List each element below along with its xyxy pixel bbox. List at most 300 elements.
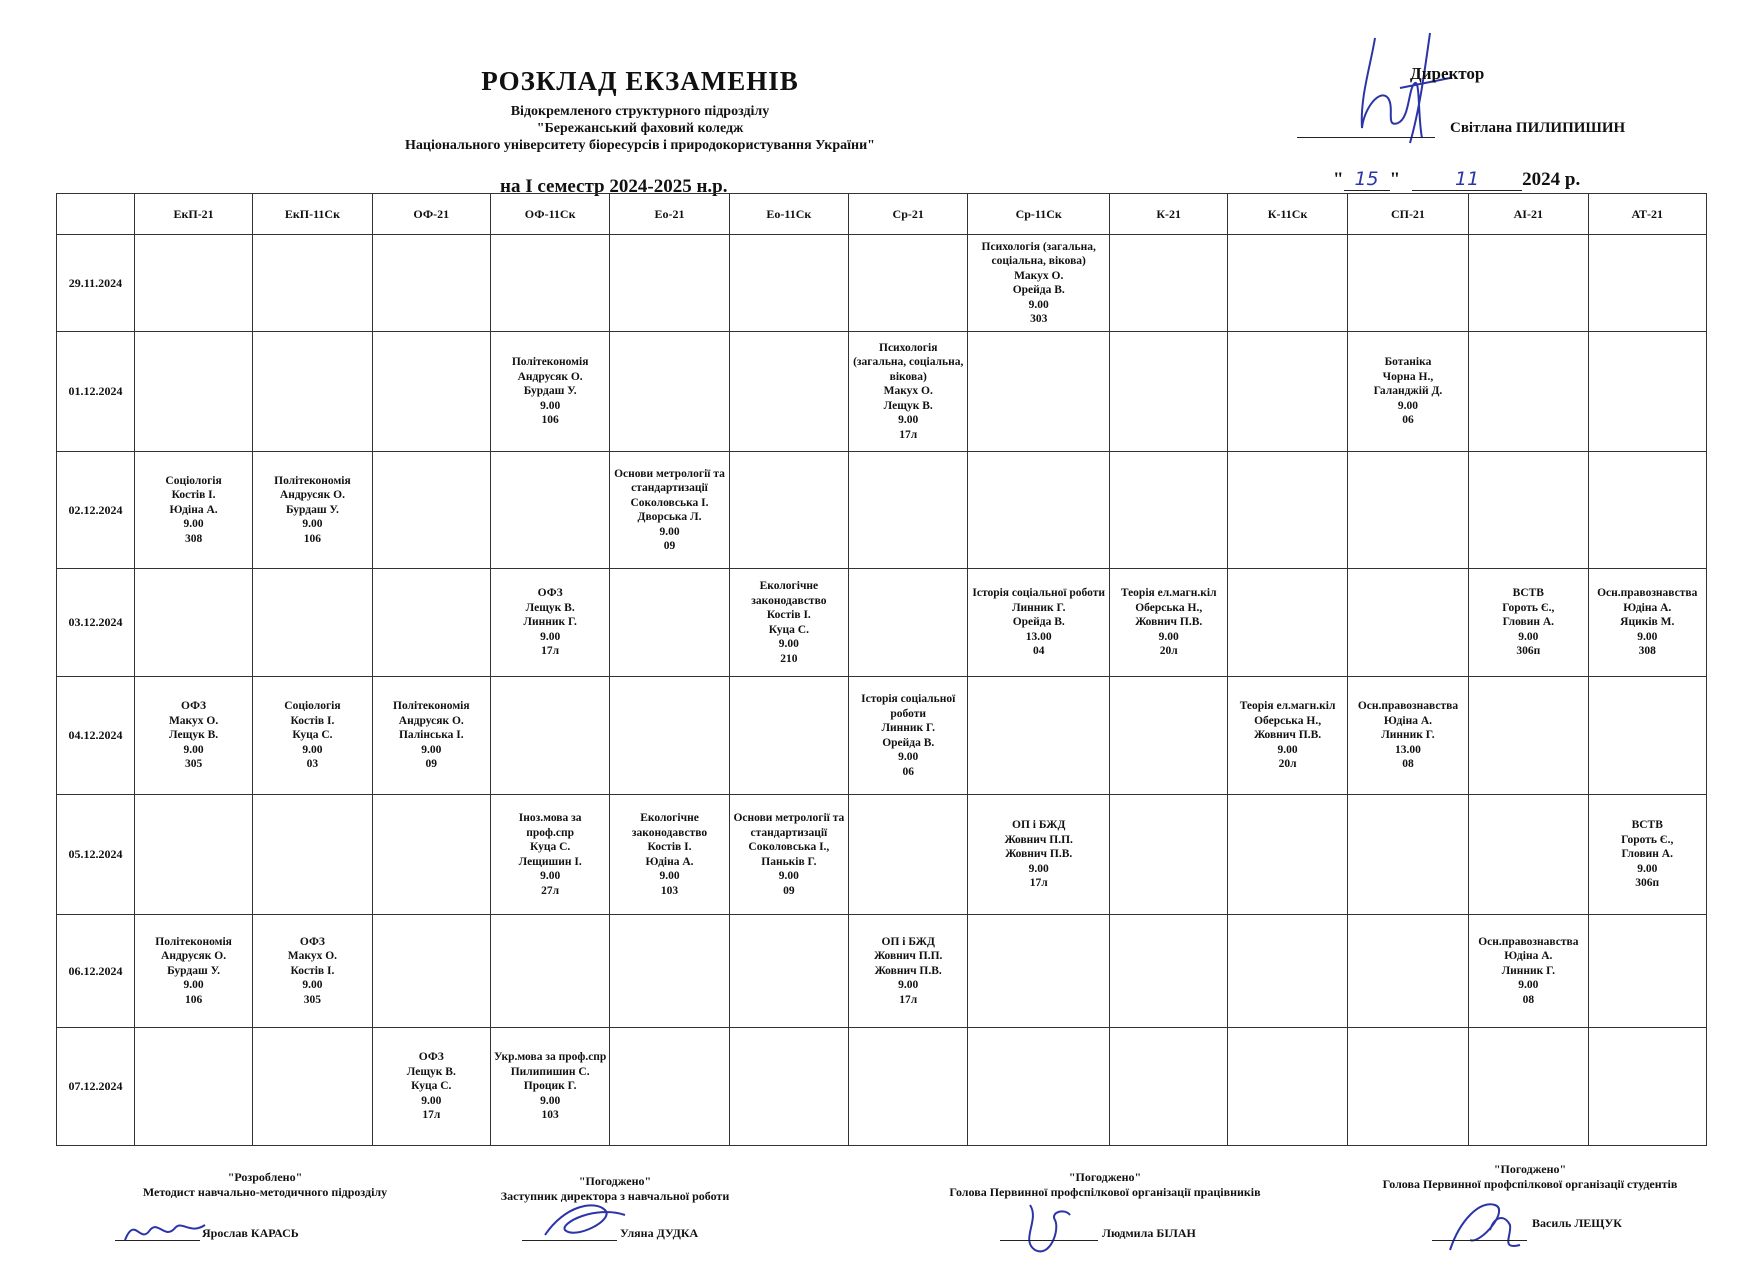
footer-signature-4 bbox=[1375, 1162, 1685, 1192]
column-header-group: АІ-21 bbox=[1469, 194, 1588, 235]
examiner-2: Гловин А. bbox=[1621, 848, 1673, 861]
examiner-1: Линник Г. bbox=[1011, 601, 1066, 614]
exam-subject: Соціологія bbox=[165, 474, 222, 487]
table-row bbox=[57, 677, 1707, 795]
exam-cell bbox=[134, 915, 252, 1028]
empty-cell bbox=[253, 235, 372, 332]
exam-subject: ВСТВ bbox=[1512, 587, 1544, 600]
exam-cell bbox=[968, 235, 1110, 332]
exam-room: 08 bbox=[1402, 758, 1414, 771]
exam-room: 306п bbox=[1516, 645, 1541, 658]
empty-cell bbox=[372, 569, 490, 677]
exam-room: 03 bbox=[306, 758, 319, 771]
empty-cell bbox=[610, 677, 729, 795]
footer-role: Голова Первинної профспілкової організації працівників bbox=[949, 1185, 1261, 1199]
empty-cell bbox=[1347, 1028, 1468, 1146]
footer-name-3: Людмила БІЛАН bbox=[1102, 1226, 1196, 1240]
empty-cell bbox=[1228, 452, 1347, 569]
exam-cell bbox=[372, 1028, 490, 1146]
signature-scribble-4 bbox=[1440, 1190, 1530, 1260]
exam-room: 09 bbox=[783, 884, 795, 897]
examiner-1: Андрусяк О. bbox=[517, 370, 583, 383]
examiner-1: Гороть Є., bbox=[1502, 601, 1555, 614]
exam-subject: Соціологія bbox=[284, 700, 341, 713]
column-header-group: ЕкП-11Ск bbox=[253, 194, 372, 235]
examiner-1: Юдіна А. bbox=[1623, 601, 1672, 614]
exam-cell bbox=[1469, 915, 1588, 1028]
exam-room: 305 bbox=[184, 758, 203, 771]
approval-month: 11 bbox=[1412, 168, 1522, 191]
empty-cell bbox=[1469, 235, 1588, 332]
examiner-2: Паньків Г. bbox=[761, 855, 817, 868]
exam-time: 9.00 bbox=[898, 414, 919, 427]
empty-cell bbox=[729, 677, 848, 795]
examiner-1: Костів І. bbox=[171, 489, 216, 502]
empty-cell bbox=[968, 1028, 1110, 1146]
empty-cell bbox=[1469, 452, 1588, 569]
examiner-1: Андрусяк О. bbox=[398, 714, 464, 727]
examiner-1: Жовнич П.П. bbox=[874, 950, 943, 963]
empty-cell bbox=[610, 915, 729, 1028]
exam-cell bbox=[490, 795, 609, 915]
empty-cell bbox=[1588, 1028, 1707, 1146]
column-header-group: ОФ-21 bbox=[372, 194, 490, 235]
examiner-2: Жовнич П.В. bbox=[1253, 729, 1322, 742]
date-quote-close: " bbox=[1389, 169, 1401, 190]
exam-room: 08 bbox=[1522, 993, 1535, 1006]
empty-cell bbox=[253, 569, 372, 677]
exam-subject: ОП і БЖД bbox=[1012, 819, 1066, 832]
exam-cell bbox=[490, 569, 609, 677]
empty-cell bbox=[1469, 795, 1588, 915]
empty-cell bbox=[968, 915, 1110, 1028]
empty-cell bbox=[1228, 235, 1347, 332]
empty-cell bbox=[490, 677, 609, 795]
empty-cell bbox=[1228, 915, 1347, 1028]
exam-subject: Укр.мова за проф.спр bbox=[493, 1051, 607, 1064]
approval-name: Світлана ПИЛИПИШИН bbox=[1450, 120, 1626, 136]
empty-cell bbox=[134, 569, 252, 677]
column-header-group: К-21 bbox=[1110, 194, 1228, 235]
footer-status: "Погоджено" bbox=[1493, 1162, 1567, 1176]
examiner-1: Макух О. bbox=[168, 714, 219, 727]
examiner-2: Куца С. bbox=[768, 623, 809, 636]
empty-cell bbox=[490, 235, 609, 332]
footer-signature-3 bbox=[935, 1170, 1275, 1200]
exam-room: 09 bbox=[663, 540, 676, 552]
examiner-1: Линник Г. bbox=[881, 722, 935, 734]
exam-subject: ВСТВ bbox=[1631, 819, 1663, 832]
exam-time: 9.00 bbox=[898, 751, 919, 763]
date-quote-open: " bbox=[1333, 169, 1344, 190]
empty-cell bbox=[729, 332, 848, 452]
empty-cell bbox=[134, 795, 252, 915]
footer-role: Методист навчально-методичного підрозділу bbox=[142, 1185, 388, 1199]
exam-cell bbox=[968, 569, 1110, 677]
table-row bbox=[57, 795, 1707, 915]
signature-scribble-3 bbox=[1010, 1200, 1080, 1260]
exam-cell bbox=[1347, 332, 1468, 452]
empty-cell bbox=[372, 452, 490, 569]
empty-cell bbox=[490, 915, 609, 1028]
exam-time: 9.00 bbox=[1158, 630, 1179, 643]
examiner-1: Костів І. bbox=[290, 714, 335, 727]
exam-schedule-table bbox=[56, 193, 1707, 1146]
table-body bbox=[57, 235, 1707, 1146]
title-block bbox=[340, 66, 940, 154]
examiner-1: Соколовська І. bbox=[630, 496, 709, 509]
exam-time: 9.00 bbox=[1028, 298, 1049, 311]
footer-name-1: Ярослав КАРАСЬ bbox=[202, 1226, 299, 1240]
examiner-1: Куца С. bbox=[530, 841, 571, 853]
column-header-group: К-11Ск bbox=[1228, 194, 1347, 235]
row-date: 02.12.2024 bbox=[57, 452, 135, 569]
empty-cell bbox=[610, 569, 729, 677]
footer-status: "Розроблено" bbox=[227, 1170, 303, 1184]
exam-subject: Ботаніка bbox=[1384, 356, 1432, 369]
empty-cell bbox=[372, 235, 490, 332]
exam-time: 9.00 bbox=[1637, 862, 1658, 875]
exam-time: 9.00 bbox=[183, 979, 204, 992]
empty-cell bbox=[1347, 569, 1468, 677]
empty-cell bbox=[968, 332, 1110, 452]
exam-subject: Політекономія bbox=[155, 935, 232, 948]
exam-cell bbox=[849, 915, 968, 1028]
table-row bbox=[57, 1028, 1707, 1146]
approval-role: Директор bbox=[1410, 64, 1485, 83]
exam-time: 9.00 bbox=[1637, 630, 1658, 643]
empty-cell bbox=[610, 332, 729, 452]
exam-room: 06 bbox=[1402, 414, 1414, 427]
exam-subject: ОФЗ bbox=[418, 1051, 444, 1064]
exam-room: 308 bbox=[1638, 645, 1656, 658]
empty-cell bbox=[1228, 795, 1347, 915]
empty-cell bbox=[968, 677, 1110, 795]
exam-subject: Політекономія bbox=[393, 700, 470, 713]
examiner-1: Макух О. bbox=[287, 950, 338, 963]
empty-cell bbox=[1110, 332, 1228, 452]
row-date: 04.12.2024 bbox=[57, 677, 135, 795]
examiner-2: Юдіна А. bbox=[169, 503, 218, 516]
examiner-2: Процик Г. bbox=[523, 1080, 577, 1093]
row-date: 29.11.2024 bbox=[57, 235, 135, 332]
empty-cell bbox=[1347, 452, 1468, 569]
examiner-1: Жовнич П.П. bbox=[1004, 833, 1073, 846]
examiner-1: Соколовська І., bbox=[748, 841, 830, 853]
empty-cell bbox=[1588, 235, 1707, 332]
examiner-2: Линник Г. bbox=[1501, 964, 1556, 977]
empty-cell bbox=[1110, 235, 1228, 332]
table-header-row bbox=[57, 194, 1707, 235]
exam-room: 306п bbox=[1635, 877, 1660, 890]
exam-subject: Теорія ел.магн.кіл bbox=[1239, 700, 1336, 713]
examiner-2: Куца С. bbox=[292, 729, 333, 742]
exam-room: 17л bbox=[899, 993, 918, 1006]
empty-cell bbox=[253, 332, 372, 452]
exam-room: 17л bbox=[899, 428, 918, 441]
empty-cell bbox=[968, 452, 1110, 569]
exam-cell bbox=[134, 452, 252, 569]
exam-time: 9.00 bbox=[1028, 862, 1049, 875]
footer-signature-1 bbox=[90, 1170, 440, 1200]
examiner-1: Оберська Н., bbox=[1135, 601, 1203, 614]
exam-subject: Історія соціальної роботи bbox=[861, 693, 956, 720]
examiner-2: Орейда В. bbox=[1012, 284, 1065, 296]
examiner-2: Лещук В. bbox=[883, 399, 933, 412]
exam-room: 303 bbox=[1030, 313, 1048, 325]
exam-time: 9.00 bbox=[1277, 743, 1298, 756]
exam-cell bbox=[490, 1028, 609, 1146]
empty-cell bbox=[1588, 915, 1707, 1028]
exam-room: 17л bbox=[541, 645, 560, 658]
empty-cell bbox=[1347, 915, 1468, 1028]
examiner-2: Куца С. bbox=[411, 1080, 452, 1093]
exam-cell bbox=[610, 452, 729, 569]
empty-cell bbox=[1588, 677, 1707, 795]
examiner-1: Юдіна А. bbox=[1383, 714, 1432, 727]
row-date: 03.12.2024 bbox=[57, 569, 135, 677]
examiner-1: Оберська Н., bbox=[1254, 714, 1322, 727]
empty-cell bbox=[1228, 569, 1347, 677]
exam-subject: Осн.правознавства bbox=[1597, 587, 1698, 600]
empty-cell bbox=[729, 1028, 848, 1146]
footer-role: Заступник директора з навчальної роботи bbox=[500, 1189, 730, 1203]
empty-cell bbox=[1110, 915, 1228, 1028]
exam-cell bbox=[1588, 569, 1707, 677]
examiner-1: Лещук В. bbox=[406, 1065, 456, 1078]
empty-cell bbox=[1228, 332, 1347, 452]
page-title: РОЗКЛАД ЕКЗАМЕНІВ bbox=[481, 66, 799, 96]
empty-cell bbox=[134, 332, 252, 452]
row-date: 01.12.2024 bbox=[57, 332, 135, 452]
empty-cell bbox=[849, 452, 968, 569]
exam-subject: Основи метрології та стандартизації bbox=[733, 812, 845, 839]
column-header-group: Ео-11Ск bbox=[729, 194, 848, 235]
exam-cell bbox=[610, 795, 729, 915]
examiner-1: Андрусяк О. bbox=[279, 489, 345, 502]
exam-time: 9.00 bbox=[302, 518, 323, 531]
exam-cell bbox=[729, 569, 848, 677]
examiner-2: Бурдаш У. bbox=[523, 385, 577, 398]
empty-cell bbox=[1347, 795, 1468, 915]
empty-cell bbox=[134, 1028, 252, 1146]
column-header-group: АТ-21 bbox=[1588, 194, 1707, 235]
approval-year: 2024 р. bbox=[1522, 169, 1581, 190]
examiner-1: Пилипишин С. bbox=[510, 1065, 590, 1078]
exam-subject: Екологічне законодавство bbox=[631, 812, 708, 839]
exam-time: 9.00 bbox=[659, 870, 680, 882]
exam-room: 308 bbox=[184, 532, 203, 545]
empty-cell bbox=[1110, 1028, 1228, 1146]
exam-cell bbox=[849, 332, 968, 452]
examiner-2: Жовнич П.В. bbox=[1135, 616, 1203, 629]
exam-cell bbox=[372, 677, 490, 795]
row-date: 06.12.2024 bbox=[57, 915, 135, 1028]
exam-cell bbox=[968, 795, 1110, 915]
empty-cell bbox=[1588, 452, 1707, 569]
footer-status: "Погоджено" bbox=[578, 1174, 652, 1188]
empty-cell bbox=[253, 795, 372, 915]
examiner-2: Галанджій Д. bbox=[1373, 385, 1443, 398]
empty-cell bbox=[610, 1028, 729, 1146]
exam-time: 9.00 bbox=[421, 743, 442, 756]
exam-subject: Екологічне законодавство bbox=[751, 580, 827, 607]
examiner-2: Лещук В. bbox=[169, 729, 219, 742]
empty-cell bbox=[1347, 235, 1468, 332]
exam-time: 9.00 bbox=[898, 979, 919, 992]
empty-cell bbox=[729, 452, 848, 569]
signature-line-1 bbox=[115, 1240, 200, 1241]
signature-line-4 bbox=[1432, 1240, 1527, 1241]
exam-room: 106 bbox=[303, 532, 322, 545]
column-header-group: СП-21 bbox=[1347, 194, 1468, 235]
exam-time: 9.00 bbox=[1397, 399, 1418, 412]
exam-time: 9.00 bbox=[421, 1094, 442, 1107]
row-date: 07.12.2024 bbox=[57, 1028, 135, 1146]
exam-subject: Основи метрології та стандартизації bbox=[614, 467, 725, 494]
examiner-2: Орейда В. bbox=[882, 736, 935, 749]
exam-subject: ОФЗ bbox=[299, 935, 325, 948]
empty-cell bbox=[134, 235, 252, 332]
exam-time: 9.00 bbox=[302, 743, 323, 756]
footer-name-2: Уляна ДУДКА bbox=[620, 1226, 699, 1240]
empty-cell bbox=[372, 915, 490, 1028]
exam-cell bbox=[1110, 569, 1228, 677]
exam-cell bbox=[849, 677, 968, 795]
examiner-1: Андрусяк О. bbox=[161, 950, 227, 963]
exam-time: 9.00 bbox=[540, 630, 561, 643]
signature-scribble-1 bbox=[120, 1210, 210, 1250]
examiner-2: Бурдаш У. bbox=[167, 964, 221, 977]
examiner-2: Линник Г. bbox=[523, 616, 577, 629]
empty-cell bbox=[729, 235, 848, 332]
exam-subject: ОФЗ bbox=[537, 587, 563, 600]
column-header-group: ОФ-11Ск bbox=[490, 194, 609, 235]
exam-room: 106 bbox=[184, 993, 203, 1006]
exam-cell bbox=[253, 677, 372, 795]
examiner-1: Макух О. bbox=[1014, 269, 1064, 282]
examiner-2: Дворська Л. bbox=[637, 511, 702, 523]
empty-cell bbox=[1110, 452, 1228, 569]
exam-time: 9.00 bbox=[540, 870, 561, 882]
exam-cell bbox=[729, 795, 848, 915]
table-row bbox=[57, 569, 1707, 677]
examiner-1: Костів І. bbox=[647, 841, 692, 853]
empty-cell bbox=[1110, 677, 1228, 795]
exam-cell bbox=[490, 332, 609, 452]
empty-cell bbox=[849, 235, 968, 332]
empty-cell bbox=[1228, 1028, 1347, 1146]
empty-cell bbox=[1469, 677, 1588, 795]
column-header-group: Ео-21 bbox=[610, 194, 729, 235]
exam-cell bbox=[134, 677, 252, 795]
exam-cell bbox=[1347, 677, 1468, 795]
exam-time: 9.00 bbox=[1518, 979, 1539, 992]
empty-cell bbox=[253, 1028, 372, 1146]
exam-room: 103 bbox=[541, 1109, 559, 1122]
empty-cell bbox=[1469, 332, 1588, 452]
examiner-1: Гороть Є., bbox=[1621, 833, 1674, 846]
examiner-1: Лещук В. bbox=[525, 601, 575, 614]
examiner-2: Лещишин І. bbox=[518, 855, 582, 868]
footer-role: Голова Первинної профспілкової організації студентів bbox=[1382, 1177, 1678, 1191]
exam-subject: Осн.правознавства bbox=[1478, 935, 1579, 948]
table-row bbox=[57, 452, 1707, 569]
footer-name-4: Василь ЛЕЩУК bbox=[1532, 1216, 1622, 1230]
exam-time: 9.00 bbox=[659, 525, 680, 538]
exam-subject: Політекономія bbox=[511, 356, 589, 369]
exam-time: 9.00 bbox=[778, 638, 799, 650]
exam-cell bbox=[1228, 677, 1347, 795]
exam-subject: Психологія (загальна, соціальна, вікова) bbox=[853, 341, 964, 383]
exam-time: 9.00 bbox=[540, 1094, 561, 1107]
exam-subject: Психологія (загальна, соціальна, вікова) bbox=[981, 240, 1096, 267]
exam-subject: ОП і БЖД bbox=[881, 935, 935, 948]
exam-subject: Осн.правознавства bbox=[1357, 700, 1459, 713]
examiner-2: Орейда В. bbox=[1012, 616, 1065, 629]
empty-cell bbox=[849, 1028, 968, 1146]
approval-date bbox=[1333, 168, 1580, 191]
empty-cell bbox=[1110, 795, 1228, 915]
empty-cell bbox=[610, 235, 729, 332]
exam-time: 9.00 bbox=[1518, 630, 1539, 643]
examiner-2: Бурдаш У. bbox=[285, 503, 339, 516]
table-row bbox=[57, 332, 1707, 452]
empty-cell bbox=[372, 332, 490, 452]
examiner-2: Линник Г. bbox=[1381, 729, 1435, 742]
exam-cell bbox=[253, 452, 372, 569]
exam-room: 305 bbox=[303, 993, 322, 1006]
subtitle-line-3: Національного університету біоресурсів і природокористування України" bbox=[405, 138, 875, 153]
exam-subject: Іноз.мова за проф.спр bbox=[518, 812, 582, 839]
exam-room: 106 bbox=[541, 414, 559, 427]
exam-room: 210 bbox=[780, 652, 798, 665]
empty-cell bbox=[372, 795, 490, 915]
exam-room: 20л bbox=[1159, 645, 1178, 658]
footer-status: "Погоджено" bbox=[1068, 1170, 1142, 1184]
table-row bbox=[57, 235, 1707, 332]
semester-label: на І семестр 2024-2025 н.р. bbox=[500, 176, 728, 197]
approval-signature-line bbox=[1297, 137, 1435, 138]
exam-subject: Теорія ел.магн.кіл bbox=[1120, 587, 1217, 600]
examiner-2: Гловин А. bbox=[1502, 616, 1555, 629]
exam-room: 20л bbox=[1278, 758, 1297, 771]
exam-time: 9.00 bbox=[302, 979, 323, 992]
exam-time: 13.00 bbox=[1025, 630, 1052, 643]
signature-line-2 bbox=[522, 1240, 617, 1241]
exam-room: 103 bbox=[660, 884, 679, 897]
exam-room: 09 bbox=[425, 758, 438, 771]
examiner-2: Палінська І. bbox=[398, 729, 464, 742]
empty-cell bbox=[849, 569, 968, 677]
exam-room: 17л bbox=[1029, 877, 1048, 890]
exam-room: 17л bbox=[422, 1109, 441, 1122]
exam-cell bbox=[253, 915, 372, 1028]
exam-time: 9.00 bbox=[778, 870, 799, 882]
exam-room: 06 bbox=[902, 765, 914, 778]
column-header-group: ЕкП-21 bbox=[134, 194, 252, 235]
exam-subject: Політекономія bbox=[274, 474, 351, 487]
table-row bbox=[57, 915, 1707, 1028]
exam-time: 9.00 bbox=[540, 399, 561, 412]
row-date: 05.12.2024 bbox=[57, 795, 135, 915]
examiner-1: Макух О. bbox=[883, 385, 933, 398]
exam-time: 9.00 bbox=[183, 743, 204, 756]
subtitle-line-2: "Бережанський фаховий коледж bbox=[536, 121, 744, 136]
examiner-2: Костів І. bbox=[290, 964, 335, 977]
exam-time: 13.00 bbox=[1395, 743, 1421, 756]
empty-cell bbox=[849, 795, 968, 915]
